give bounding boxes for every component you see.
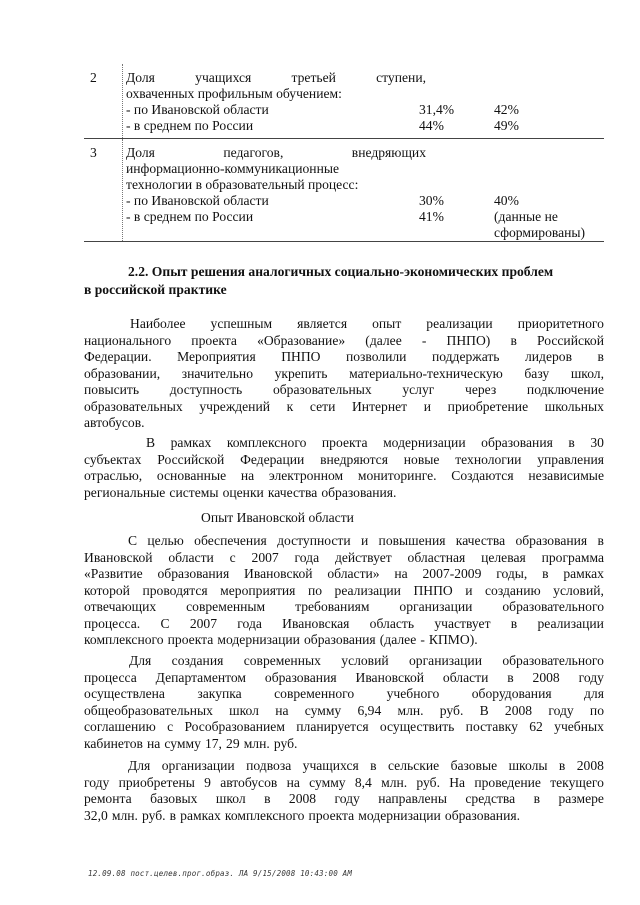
paragraph-line: субъектах Российской Федерации внедряются новые технологии управления	[84, 451, 604, 467]
paragraph-line: отвечающих современным требованиям организации образовательного	[84, 599, 604, 614]
description-line: - в среднем по России	[126, 118, 254, 133]
paragraph-line: процесса. С 2007 года Ивановская область участвует в реализации	[84, 615, 604, 631]
value-cell: 41%	[419, 209, 444, 224]
paragraph-line: Федерации. Мероприятия ПНПО позволили поддержать лидеров в	[84, 349, 604, 364]
description-line: - по Ивановской области	[126, 102, 269, 117]
paragraph-line: автобусов.	[84, 415, 145, 430]
indicators-table	[84, 64, 604, 242]
value-column-2007	[419, 70, 479, 134]
table-row	[84, 139, 604, 242]
paragraph-line: Наиболее успешным является опыт реализации приоритетного	[130, 316, 604, 331]
paragraph-line: ремонта базовых школ в 2008 году направлены средства в размере	[84, 791, 604, 806]
row-description	[126, 145, 426, 225]
paragraph	[84, 316, 604, 432]
value-cell: 42%	[494, 102, 519, 117]
value-cell	[494, 161, 606, 177]
section-heading	[84, 264, 604, 300]
value-cell	[419, 177, 479, 193]
description-line: охваченных профильным обучением:	[126, 86, 342, 101]
value-column-target	[494, 70, 606, 134]
paragraph	[84, 533, 604, 649]
description-line: - по Ивановской области	[126, 193, 269, 208]
paragraph-line: «Развитие образования Ивановской области» на 2007-2009 годы, в рамках	[84, 566, 604, 581]
value-cell: (данные не	[494, 209, 558, 224]
paragraph	[84, 758, 604, 824]
paragraph-line: 32,0 млн. руб. в рамках комплексного проекта модернизации образования.	[84, 807, 520, 823]
row-description	[126, 70, 426, 134]
paragraph-line: Ивановской области с 2007 года действует областная целевая программа	[84, 549, 604, 565]
value-cell	[419, 145, 479, 161]
paragraph	[84, 653, 604, 752]
description-line: технологии в образовательный процесс:	[126, 177, 359, 192]
paragraph-line: образовании, значительно укрепить материально-техническую базу школ,	[84, 365, 604, 381]
value-cell	[494, 86, 606, 102]
paragraph-line: кабинетов на сумму 17, 29 млн. руб.	[84, 735, 298, 751]
paragraph-line: комплексного проекта модернизации образования (далее - КПМО).	[84, 632, 478, 647]
value-column-target	[494, 145, 606, 241]
document-footer: 12.09.08 пост.целев.прог.образ. ЛА 9/15/2008 10:43:00 AM	[88, 869, 353, 878]
paragraph-line: году приобретены 9 автобусов на сумму 8,4 млн. руб. На проведение текущего	[84, 774, 604, 790]
description-line: Доля учащихся третьей ступени,	[126, 70, 426, 85]
value-cell: 30%	[419, 193, 444, 208]
table-row	[84, 64, 604, 139]
value-cell	[494, 70, 606, 86]
value-cell	[419, 70, 479, 86]
paragraph-line: образовательных учреждений к сети Интернет и приобретение школьных	[84, 398, 604, 414]
subsection-title: Опыт Ивановской области	[201, 510, 354, 525]
value-cell: 44%	[419, 118, 444, 133]
value-cell	[419, 161, 479, 177]
value-column-2007	[419, 145, 479, 225]
paragraph-line: национального проекта «Образование» (далее - ПНПО) в Российской	[84, 332, 604, 348]
description-line: информационно-коммуникационные	[126, 161, 340, 176]
row-number: 2	[90, 70, 97, 85]
paragraph-line: Для создания современных условий организации образовательного	[129, 653, 604, 668]
column-divider	[122, 139, 123, 241]
paragraph-line: отраслью, основанные на электронном мониторинге. Создаются независимые	[84, 468, 604, 483]
paragraph-line: повысить доступность образовательных услуг через подключение	[84, 382, 604, 397]
value-cell: сформированы)	[494, 225, 586, 240]
paragraph	[84, 435, 604, 501]
paragraph-line: Для организации подвоза учащихся в сельские базовые школы в 2008	[128, 758, 604, 773]
column-divider	[122, 64, 123, 138]
value-cell: 31,4%	[419, 102, 455, 117]
heading-line: в российской практике	[84, 282, 227, 297]
paragraph-line: которой проводятся мероприятия по реализации ПНПО и созданию условий,	[84, 582, 604, 598]
paragraph-line: В рамках комплексного проекта модернизации образования в 30	[146, 435, 604, 450]
value-cell: 49%	[494, 118, 519, 133]
row-number: 3	[90, 145, 97, 160]
paragraph-line: осуществлена закупка современного учебного оборудования для	[84, 686, 604, 701]
value-cell: 40%	[494, 193, 519, 208]
paragraph-line: общеобразовательных школ на сумму 6,94 млн. руб. В 2008 году по	[84, 702, 604, 718]
paragraph-line: С целью обеспечения доступности и повышения качества образования в	[128, 533, 604, 548]
value-cell	[419, 86, 479, 102]
description-line: - в среднем по России	[126, 209, 254, 224]
value-cell	[494, 145, 606, 161]
heading-line: 2.2. Опыт решения аналогичных социально-экономических проблем	[128, 264, 554, 279]
value-cell	[494, 177, 606, 193]
description-line: Доля педагогов, внедряющих	[126, 145, 426, 160]
paragraph-line: соглашению с Рособразованием планируется осуществить поставку 62 учебных	[84, 719, 604, 734]
paragraph-line: региональные системы оценки качества образования.	[84, 484, 397, 500]
paragraph-line: процесса Департаментом образования Ивановской области в 2008 году	[84, 669, 604, 685]
